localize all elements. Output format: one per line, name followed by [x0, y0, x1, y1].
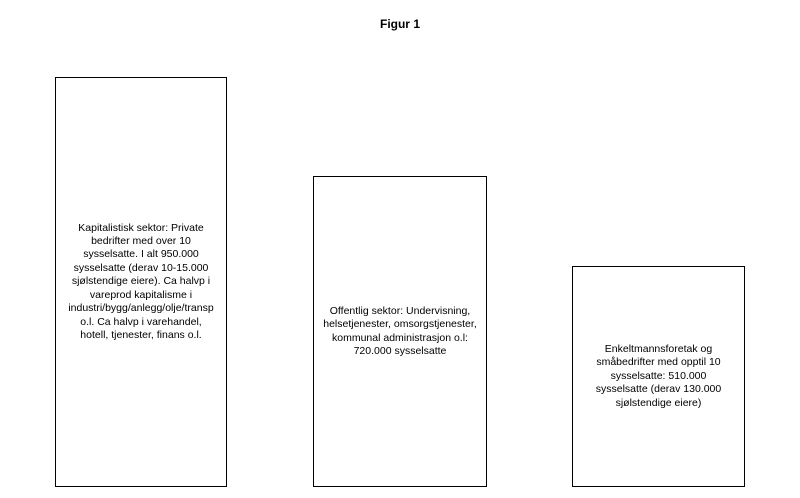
small-business-box: [572, 266, 745, 487]
figure-title: Figur 1: [379, 17, 420, 31]
small-business-text: Enkeltmannsforetak og småbedrifter med opptil 10 sysselsatte: 510.000 sysselsatte (derav 130.000 sjølstendige eiere): [595, 342, 722, 409]
public-sector-text: Offentlig sektor: Undervisning, helsetjenester, omsorgstjenester, kommunal administrasjon o.l: 720.000 sysselsatte: [323, 304, 477, 357]
private-sector-box: [55, 77, 227, 487]
private-sector-text: Kapitalistisk sektor: Private bedrifter med over 10 sysselsatte. I alt 950.000 sysselsatte (derav 10-15.000 sjølstendige eiere). Ca halvp i vareprod kapitalisme i industri/bygg/anlegg/olje/transp o.l. Ca halvp i varehandel, hotell, tjenester, finans o.l.: [68, 221, 214, 341]
public-sector-box: [313, 176, 487, 487]
